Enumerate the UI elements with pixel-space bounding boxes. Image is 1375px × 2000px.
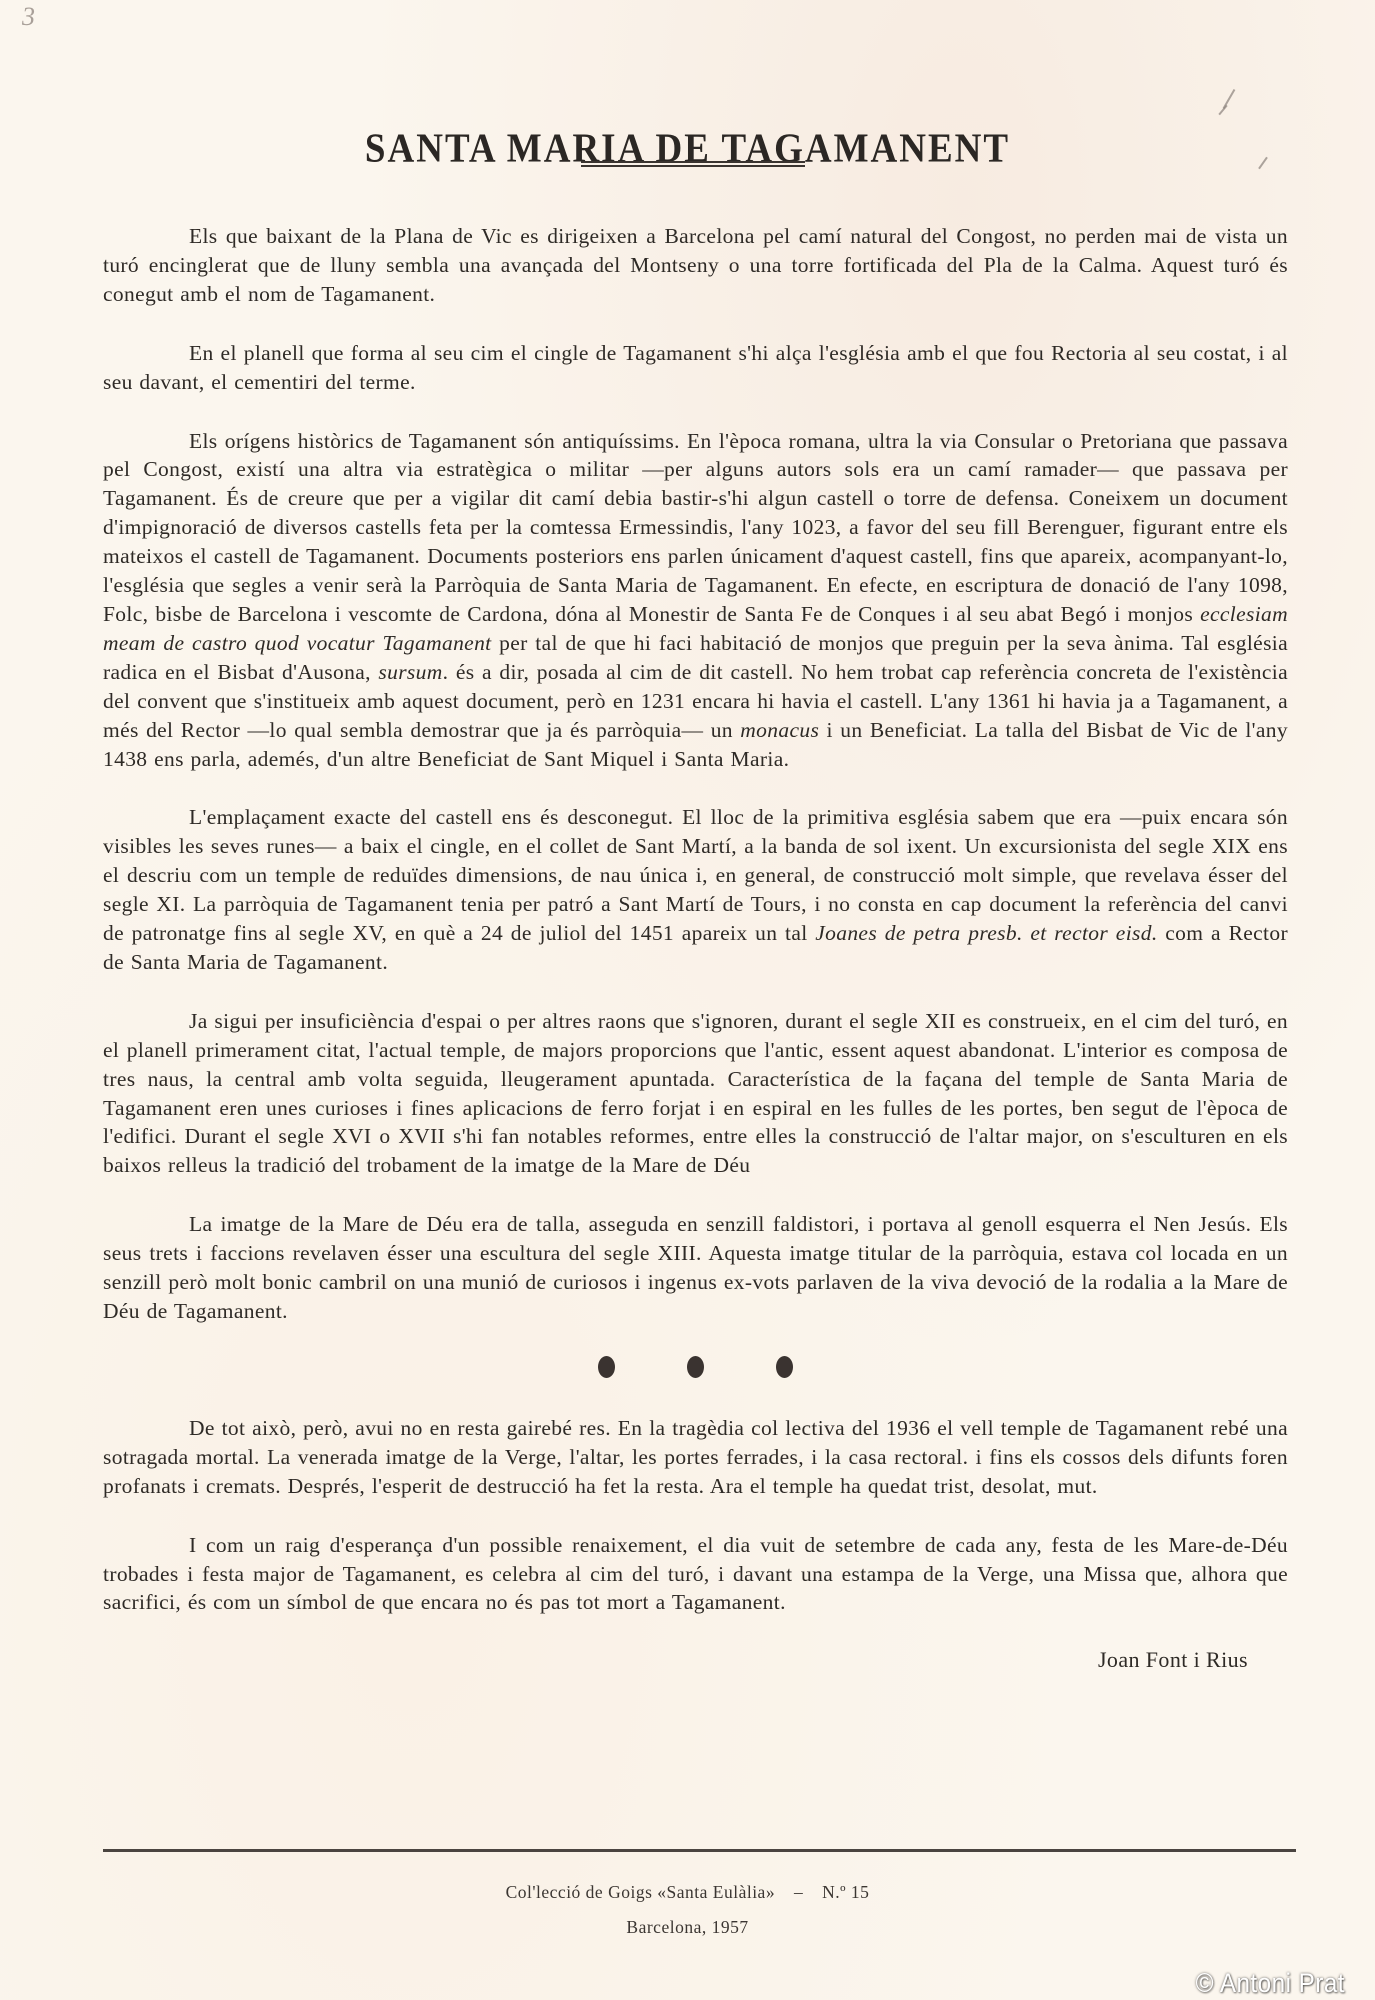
paragraph (103, 427, 1288, 774)
divider-dot (776, 1356, 793, 1378)
text-run: De tot això, però, avui no en resta gairebé res. En la tragèdia col lectiva del 1936 el vell temple de Tagamanent rebé una sotragada mortal. La venerada imatge de la Verge, l'altar, les portes ferrades, i la casa rectoral. i fins els cossos dels difunts foren profanats i cremats. Després, l'esperit de destrucció ha fet la resta. Ara el temple ha quedat trist, desolat, mut. (103, 1415, 1288, 1498)
paragraphs-group (103, 1414, 1288, 1617)
copyright-watermark: © Antoni Prat (1195, 1968, 1345, 1998)
text-run: La imatge de la Mare de Déu era de talla, asseguda en senzill faldistori, i portava al genoll esquerra el Nen Jesús. Els seus trets i faccions revelaven ésser una escultura del segle XIII. Aquesta imatge titular de la parròquia, estava col locada en un senzill però molt bonic cambril on una munió de curiosos i ingenus ex-vots parlaven de la viva devoció de la rodalia a la Mare de Déu de Tagamanent. (103, 1212, 1288, 1323)
footer-collection-line (0, 1882, 1375, 1903)
paragraph (103, 1210, 1288, 1326)
page-number-mark: 3 (22, 2, 35, 31)
italic-phrase: monacus (740, 717, 820, 742)
paragraph (103, 803, 1288, 976)
text-run: Els orígens històrics de Tagamanent són antiquíssims. En l'època romana, ultra la via Consular o Pretoriana que passava pel Congost, existí una altra via estratègica o militar —per alguns autors sols era un camí ramader— que passava per Tagamanent. És de creure que per a vigilar dit camí debia bastir-s'hi algun castell o torre de defensa. Coneixem un document d'impignoració de diversos castells feta per la comtessa Ermessindis, l'any 1023, a favor del seu fill Berenguer, figurant entre els mateixos el castell de Tagamanent. Documents posteriors ens parlen únicament d'aquest castell, fins que apareix, acompanyant-lo, l'església que segles a venir serà la Parròquia de Santa Maria de Tagamanent. En efecte, en escriptura de donació de l'any 1098, Folc, bisbe de Barcelona i vescomte de Cardona, dóna al Monestir de Santa Fe de Conques i al seu abat Begó i monjos (103, 428, 1288, 626)
collection-name: Col'lecció de Goigs «Santa Eulàlia» (505, 1882, 776, 1902)
text-run: L'emplaçament exacte del castell ens és desconegut. El lloc de la primitiva església sabem que era —puix encara són visibles les seves runes— a baix el cingle, en el collet de Sant Martí, a la banda de sol ixent. Un excursionista del segle XIX ens el descriu com un temple de reduïdes dimensions, de nau única i, en general, de construcció molt simple, que revelava ésser del segle XI. La parròquia de Tagamanent tenia per patró a Sant Martí de Tours, i no consta en cap document la referència del canvi de patronatge fins al segle XV, en què a 24 de juliol del 1451 apareix un tal (103, 805, 1288, 946)
paragraph (103, 1414, 1288, 1501)
text-run: Els que baixant de la Plana de Vic es dirigeixen a Barcelona pel camí natural del Congost, no perden mai de vista un turó encinglerat que de lluny sembla una avançada del Montseny o una torre fortificada del Pla de la Calma. Aquest turó és conegut amb el nom de Tagamanent. (103, 224, 1288, 306)
text-run: I com un raig d'esperança d'un possible renaixement, el dia vuit de setembre de cada any, festa de les Mare-de-Déu trobades i festa major de Tagamanent, es celebra al cim del turó, i davant una estampa de la Verge, una Missa que, alhora que sacrifici, és com un símbol de que encara no és pas tot mort a Tagamanent. (103, 1532, 1288, 1615)
paragraph (103, 1531, 1288, 1618)
text-run: per tal de que hi faci habitació de monjos que preguin per la seva ànima. Tal església radica en el Bisbat d'Ausona, (103, 630, 1288, 684)
footer-place-date: Barcelona, 1957 (626, 1917, 749, 1937)
divider-dot (598, 1356, 615, 1378)
footer-rule (103, 1849, 1296, 1852)
section-divider-dots (103, 1356, 1288, 1378)
footer-separator: – (793, 1882, 804, 1902)
text-run: com a Rector de Santa Maria de Tagamanent. (103, 921, 1288, 974)
paragraph (103, 339, 1288, 397)
paragraphs-group (103, 222, 1288, 1326)
italic-phrase: Joanes de petra presb. et rector eisd. (815, 921, 1158, 946)
paragraph (103, 1007, 1288, 1180)
page-title: SANTA MARIA DE TAGAMANENT (364, 125, 1011, 172)
article-body (103, 222, 1288, 1673)
title-double-rule (581, 161, 805, 167)
text-run: Ja sigui per insuficiència d'espai o per altres raons que s'ignoren, durant el segle XII es construeix, en el cim del turó, en el planell primerament citat, l'actual temple, de majors proporcions que l'antic, essent aquest abandonat. L'interior es composa de tres naus, la central amb volta seguida, lleugerament apuntada. Característica de la façana del temple de Santa Maria de Tagamanent eren unes curioses i fines aplicacions de ferro forjat i en espiral en les fulles de les portes, ben segut de l'època de l'edifici. Durant el segle XVI o XVII s'hi fan notables reformes, entre elles la construcció de l'altar major, on s'esculturen en els baixos relleus la tradició del trobament de la imatge de la Mare de Déu (103, 1008, 1288, 1178)
divider-dot (687, 1356, 704, 1378)
text-run: En el planell que forma al seu cim el cingle de Tagamanent s'hi alça l'església amb el que fou Rectoria al seu costat, i al seu davant, el cementiri del terme. (103, 340, 1288, 394)
text-run: . és a dir, posada al cim de dit castell. No hem trobat cap referència concreta de l'existència del convent que s'institueix amb aquest document, però en 1231 encara hi havia el castell. L'any 1361 hi havia ja a Tagamanent, a més del Rector —lo qual sembla demostrar que ja és parròquia— un (103, 659, 1289, 742)
italic-phrase: ecclesiam meam de castro quod vocatur Tagamanent (103, 601, 1288, 655)
author-signature: Joan Font i Rius (1097, 1647, 1248, 1673)
paragraph (103, 222, 1288, 309)
italic-phrase: sursum (378, 659, 443, 684)
collection-number: N.º 15 (822, 1882, 870, 1902)
text-run: i un Beneficiat. La talla del Bisbat de Vic de l'any 1438 ens parla, ademés, d'un altre Beneficiat de Sant Miquel i Santa Maria. (103, 717, 1288, 771)
